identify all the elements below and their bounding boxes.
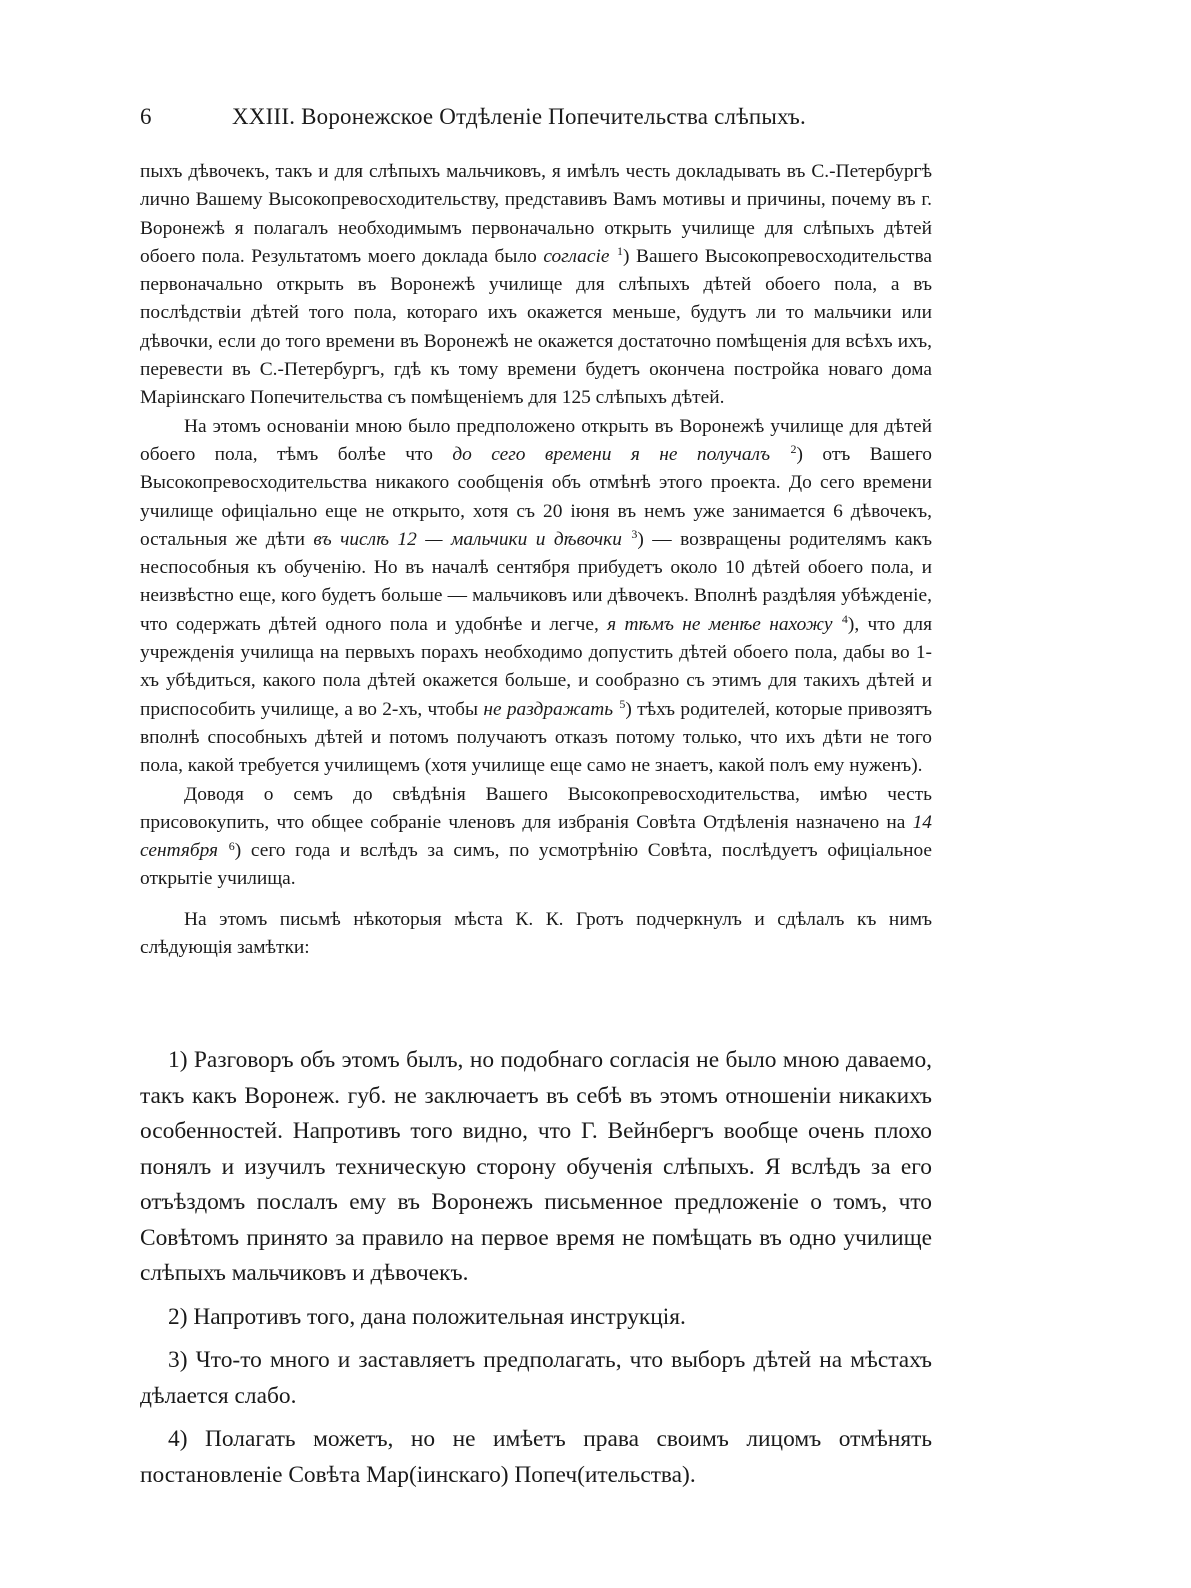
- running-head: XXIII. Воронежское Отдѣленіе Попечительства слѣпыхъ.: [232, 104, 806, 129]
- text-run: ), что для учрежденія училища на первыхъ порахъ необходимо допустить дѣтей обоего пола, дабы во 1-хъ убѣдиться, какого пола дѣтей окажется больше, и сообразно съ этимъ для такихъ дѣтей и приспособить училище, а во 2-хъ, чтобы: [140, 613, 932, 720]
- letter-paragraph-1: [140, 158, 932, 413]
- editorial-paragraph: На этомъ письмѣ нѣкоторыя мѣста К. К. Гротъ подчеркнулъ и сдѣлалъ къ нимъ слѣдующія замѣтки:: [140, 908, 932, 959]
- note-1: 1) Разговоръ объ этомъ былъ, но подобнаго согласія не было мною даваемо, такъ какъ Воронеж. губ. не заключаетъ въ себѣ въ этомъ отношеніи никакихъ особенностей. Напротивъ того видно, что Г. Вейнбергъ вообще очень плохо понялъ и изучилъ техническую сторону обученія слѣпыхъ. Я вслѣдъ за его отъѣздомъ послалъ ему въ Воронежъ письменное предложеніе о томъ, что Совѣтомъ принято за правило на первое время не помѣщать въ одно училище слѣпыхъ мальчиковъ и дѣвочекъ.: [140, 1047, 932, 1286]
- note-2: 2) Напротивъ того, дана положительная инструкція.: [168, 1303, 686, 1330]
- text-run: На этомъ основаніи мною было предположено открыть въ Воронежѣ училище для дѣтей обоего пола, тѣмъ болѣе что: [140, 415, 932, 465]
- text-run: ) отъ Вашего Высокопревосходительства никакого сообщенія объ отмѣнѣ этого проекта. До сего времени училище офиціально еще не открыто, хотя съ 20 іюня въ немъ уже занимается 6 дѣвочекъ, остальныя же дѣти: [140, 443, 932, 550]
- page-header: [140, 104, 930, 138]
- letter-paragraph-2: [140, 413, 932, 781]
- note-ref: 5: [619, 697, 626, 712]
- underlined-phrase: въ числѣ 12 — мальчики и дѣвочки: [313, 528, 622, 550]
- text-run: ) Вашего Высокопревосходительства первоначально открыть въ Воронежѣ училище для слѣпыхъ дѣтей обоего пола, а въ послѣдствіи дѣтей того пола, котораго ихъ окажется меньше, будутъ ли то мальчики или дѣвочки, если до того времени въ Воронежѣ не окажется достаточно помѣщенія для всѣхъ ихъ, перевести въ С.-Петербургъ, гдѣ къ тому времени будетъ окончена постройка новаго дома Маріинскаго Попечительства съ помѣщеніемъ для 125 слѣпыхъ дѣтей.: [140, 245, 932, 409]
- note-ref: 3: [631, 527, 638, 542]
- text-run: Доводя о семъ до свѣдѣнія Вашего Высокопревосходительства, имѣю честь присовокупить, что общее собраніе членовъ для избранія Совѣта Отдѣленія назначено на: [140, 783, 932, 833]
- letter-paragraph-3: [140, 781, 932, 894]
- text-run: ) тѣхъ родителей, которые привозятъ вполнѣ способныхъ дѣтей и потомъ получаютъ отказъ потому только, что ихъ дѣти не того пола, какой требуется училищемъ (хотя училище еще само не знаетъ, какой полъ ему нуженъ).: [140, 698, 932, 777]
- text-run: ) сего года и вслѣдъ за симъ, по усмотрѣнію Совѣта, послѣдуетъ офиціальное открытіе училища.: [140, 840, 932, 890]
- note-ref: 2: [790, 442, 797, 457]
- note-3: 3) Что-то много и заставляетъ предполагать, что выборъ дѣтей на мѣстахъ дѣлается слабо.: [140, 1347, 932, 1409]
- underlined-phrase: я тѣмъ не менѣе нахожу: [607, 613, 833, 635]
- underlined-phrase: 14 сентября: [140, 811, 932, 862]
- note-ref: 1: [617, 244, 624, 259]
- underlined-phrase: до сего времени я не получалъ: [452, 443, 771, 465]
- note-ref: 6: [228, 838, 235, 853]
- note-4: 4) Полагать можетъ, но не имѣетъ права своимъ лицомъ отмѣнять постановленіе Совѣта Мар(іинскаго) Попеч(ительства).: [140, 1426, 932, 1488]
- note-ref: 4: [841, 612, 848, 627]
- grot-notes: [140, 1043, 932, 1493]
- text-run: пыхъ дѣвочекъ, такъ и для слѣпыхъ мальчиковъ, я имѣлъ честь докладывать въ С.-Петербургѣ лично Вашему Высокопревосходительству, представивъ Вамъ мотивы и причины, почему въ г. Воронежѣ я полагалъ необходимымъ первоначально открыть училище для слѣпыхъ дѣтей обоего пола. Результатомъ моего доклада было: [140, 161, 932, 267]
- underlined-phrase: согласіе: [543, 245, 610, 267]
- text-run: ) — возвращены родителямъ какъ неспособныя къ обученію. Но въ началѣ сентября прибудетъ около 10 дѣтей обоего пола, и неизвѣстно еще, кого будетъ больше — мальчиковъ или дѣвочекъ. Вполнѣ раздѣляя убѣжденіе, что содержать дѣтей одного пола и удобнѣе и легче,: [140, 528, 932, 635]
- letter-text: [140, 158, 932, 962]
- page-number: 6: [140, 104, 152, 129]
- underlined-phrase: не раздражать: [483, 698, 614, 720]
